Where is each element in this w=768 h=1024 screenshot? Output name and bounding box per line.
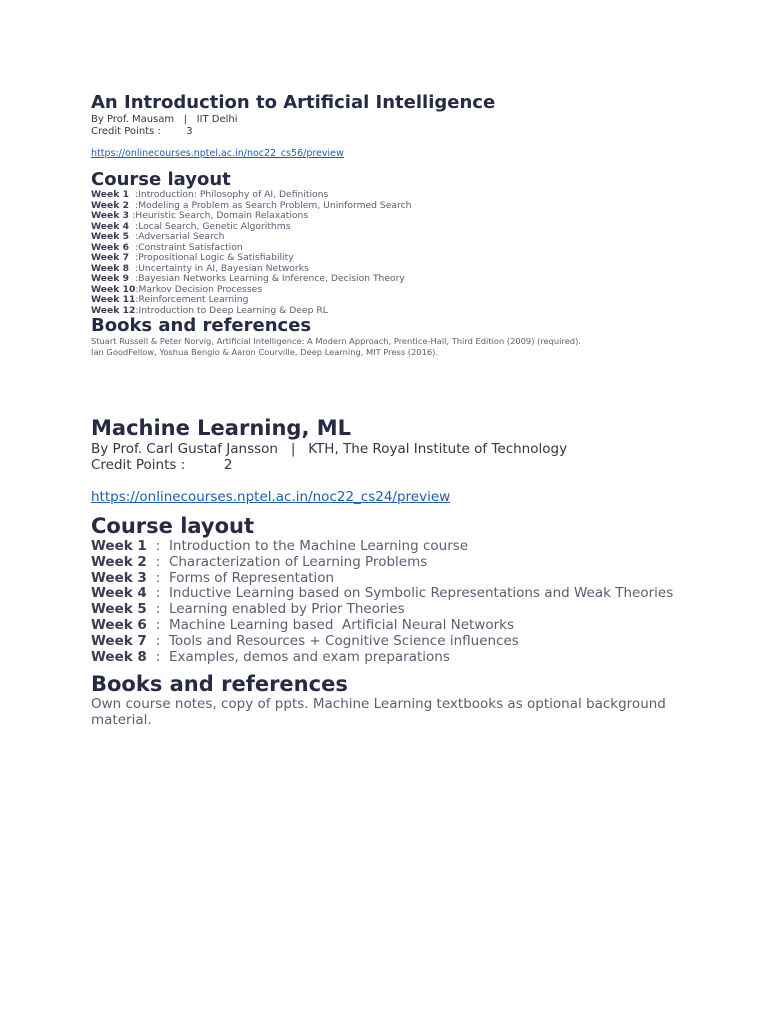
week-label: Week 3 — [91, 210, 133, 221]
week-sep: : — [135, 294, 139, 305]
week-topic: Constraint Satisfaction — [138, 241, 243, 253]
week-sep: : — [151, 538, 169, 554]
week-sep: : — [151, 648, 169, 665]
week-sep: : — [132, 210, 136, 221]
course-link[interactable]: https://onlinecourses.nptel.ac.in/noc22_cs24/preview — [91, 489, 451, 505]
course-layout-heading: Course layout — [91, 514, 255, 538]
week-sep: : — [132, 220, 139, 232]
course-byline: By Prof. Carl Gustaf Jansson | KTH, The Royal Institute of Technology — [91, 441, 568, 457]
week-sep: : — [135, 304, 139, 316]
course-title: An Introduction to Artificial Intelligence — [91, 92, 496, 113]
course-title: Machine Learning, ML — [91, 416, 352, 440]
week-label: Week 12 — [91, 304, 136, 316]
week-label: Week 4 — [91, 585, 152, 602]
week-sep: : — [132, 262, 139, 274]
week-topic: Heuristic Search, Domain Relaxations — [135, 210, 309, 221]
week-label: Week 6 — [91, 241, 133, 253]
week-label: Week 7 — [91, 252, 133, 263]
week-item — [91, 634, 751, 650]
week-list — [91, 539, 751, 665]
week-sep: : — [135, 283, 139, 295]
credit-value: 3 — [186, 126, 193, 137]
course-layout-heading: Course layout — [91, 169, 231, 190]
week-label: Week 5 — [91, 231, 133, 242]
week-sep: : — [151, 616, 169, 633]
week-topic: Modeling a Problem as Search Problem, Uninformed Search — [138, 199, 412, 211]
week-label: Week 2 — [91, 199, 133, 211]
week-item — [91, 650, 751, 666]
week-label: Week 2 — [91, 553, 152, 570]
reference-item: Stuart Russell & Peter Norvig, Artificial Intelligence: A Modern Approach, Prentice-Hall, Third Edition (2009) (required). — [91, 336, 581, 346]
week-sep: : — [151, 632, 169, 649]
course-credits — [91, 126, 751, 138]
week-label: Week 5 — [91, 601, 152, 618]
week-sep: : — [132, 241, 139, 253]
week-topic: Introduction: Philosophy of AI, Definitions — [138, 189, 329, 200]
week-item — [91, 555, 751, 571]
week-sep: : — [132, 231, 139, 242]
week-item — [91, 539, 751, 555]
week-topic: Introduction to Deep Learning & Deep RL — [138, 304, 328, 316]
credit-label: Credit Points : — [91, 126, 161, 137]
week-topic: Examples, demos and exam preparations — [168, 648, 450, 665]
reference-item: Ian GoodFellow, Yoshua Bengio & Aaron Courville, Deep Learning, MIT Press (2016). — [91, 346, 439, 357]
course-ml — [91, 415, 751, 728]
week-label: Week 8 — [91, 262, 133, 274]
week-label: Week 4 — [91, 220, 133, 232]
week-sep: : — [151, 569, 169, 586]
week-topic: Introduction to the Machine Learning course — [168, 538, 469, 554]
week-sep: : — [151, 553, 169, 570]
week-label: Week 8 — [91, 648, 152, 665]
week-topic: Local Search, Genetic Algorithms — [138, 220, 291, 232]
week-sep: : — [132, 252, 139, 263]
week-topic: Bayesian Networks Learning & Inference, Decision Theory — [138, 273, 405, 284]
week-topic: Markov Decision Processes — [138, 283, 263, 295]
books-heading: Books and references — [91, 672, 348, 697]
week-topic: Uncertainty in AI, Bayesian Networks — [138, 262, 309, 274]
week-label: Week 1 — [91, 538, 152, 554]
credit-value: 2 — [223, 457, 233, 473]
week-item — [91, 602, 751, 618]
credit-label: Credit Points : — [91, 457, 186, 473]
course-link[interactable]: https://onlinecourses.nptel.ac.in/noc22_cs56/preview — [91, 148, 344, 159]
week-label: Week 10 — [91, 283, 136, 295]
week-sep: : — [132, 189, 139, 200]
week-label: Week 1 — [91, 189, 133, 200]
week-topic: Adversarial Search — [138, 231, 225, 242]
books-heading: Books and references — [91, 315, 312, 336]
reference-item: Own course notes, copy of ppts. Machine Learning textbooks as optional background material. — [91, 696, 666, 728]
week-list — [91, 190, 751, 316]
week-label: Week 11 — [91, 294, 136, 305]
week-label: Week 3 — [91, 569, 152, 586]
week-sep: : — [151, 601, 169, 618]
week-topic: Characterization of Learning Problems — [168, 553, 428, 570]
week-topic: Learning enabled by Prior Theories — [168, 601, 405, 618]
course-credits — [91, 457, 751, 473]
week-label: Week 9 — [91, 273, 133, 284]
week-topic: Forms of Representation — [168, 569, 335, 586]
week-topic: Machine Learning based Artificial Neural Networks — [168, 616, 515, 633]
week-topic: Inductive Learning based on Symbolic Representations and Weak Theories — [168, 585, 674, 602]
week-sep: : — [151, 585, 169, 602]
week-sep: : — [132, 199, 139, 211]
week-label: Week 6 — [91, 616, 152, 633]
week-sep: : — [132, 273, 139, 284]
week-item — [91, 571, 751, 587]
course-byline: By Prof. Mausam | IIT Delhi — [91, 114, 238, 125]
week-label: Week 7 — [91, 632, 152, 649]
week-item — [91, 586, 751, 602]
week-topic: Propositional Logic & Satisfiability — [138, 252, 294, 263]
week-item — [91, 618, 751, 634]
week-topic: Reinforcement Learning — [138, 294, 249, 305]
week-topic: Tools and Resources + Cognitive Science influences — [168, 632, 519, 649]
course-ai — [91, 92, 751, 357]
